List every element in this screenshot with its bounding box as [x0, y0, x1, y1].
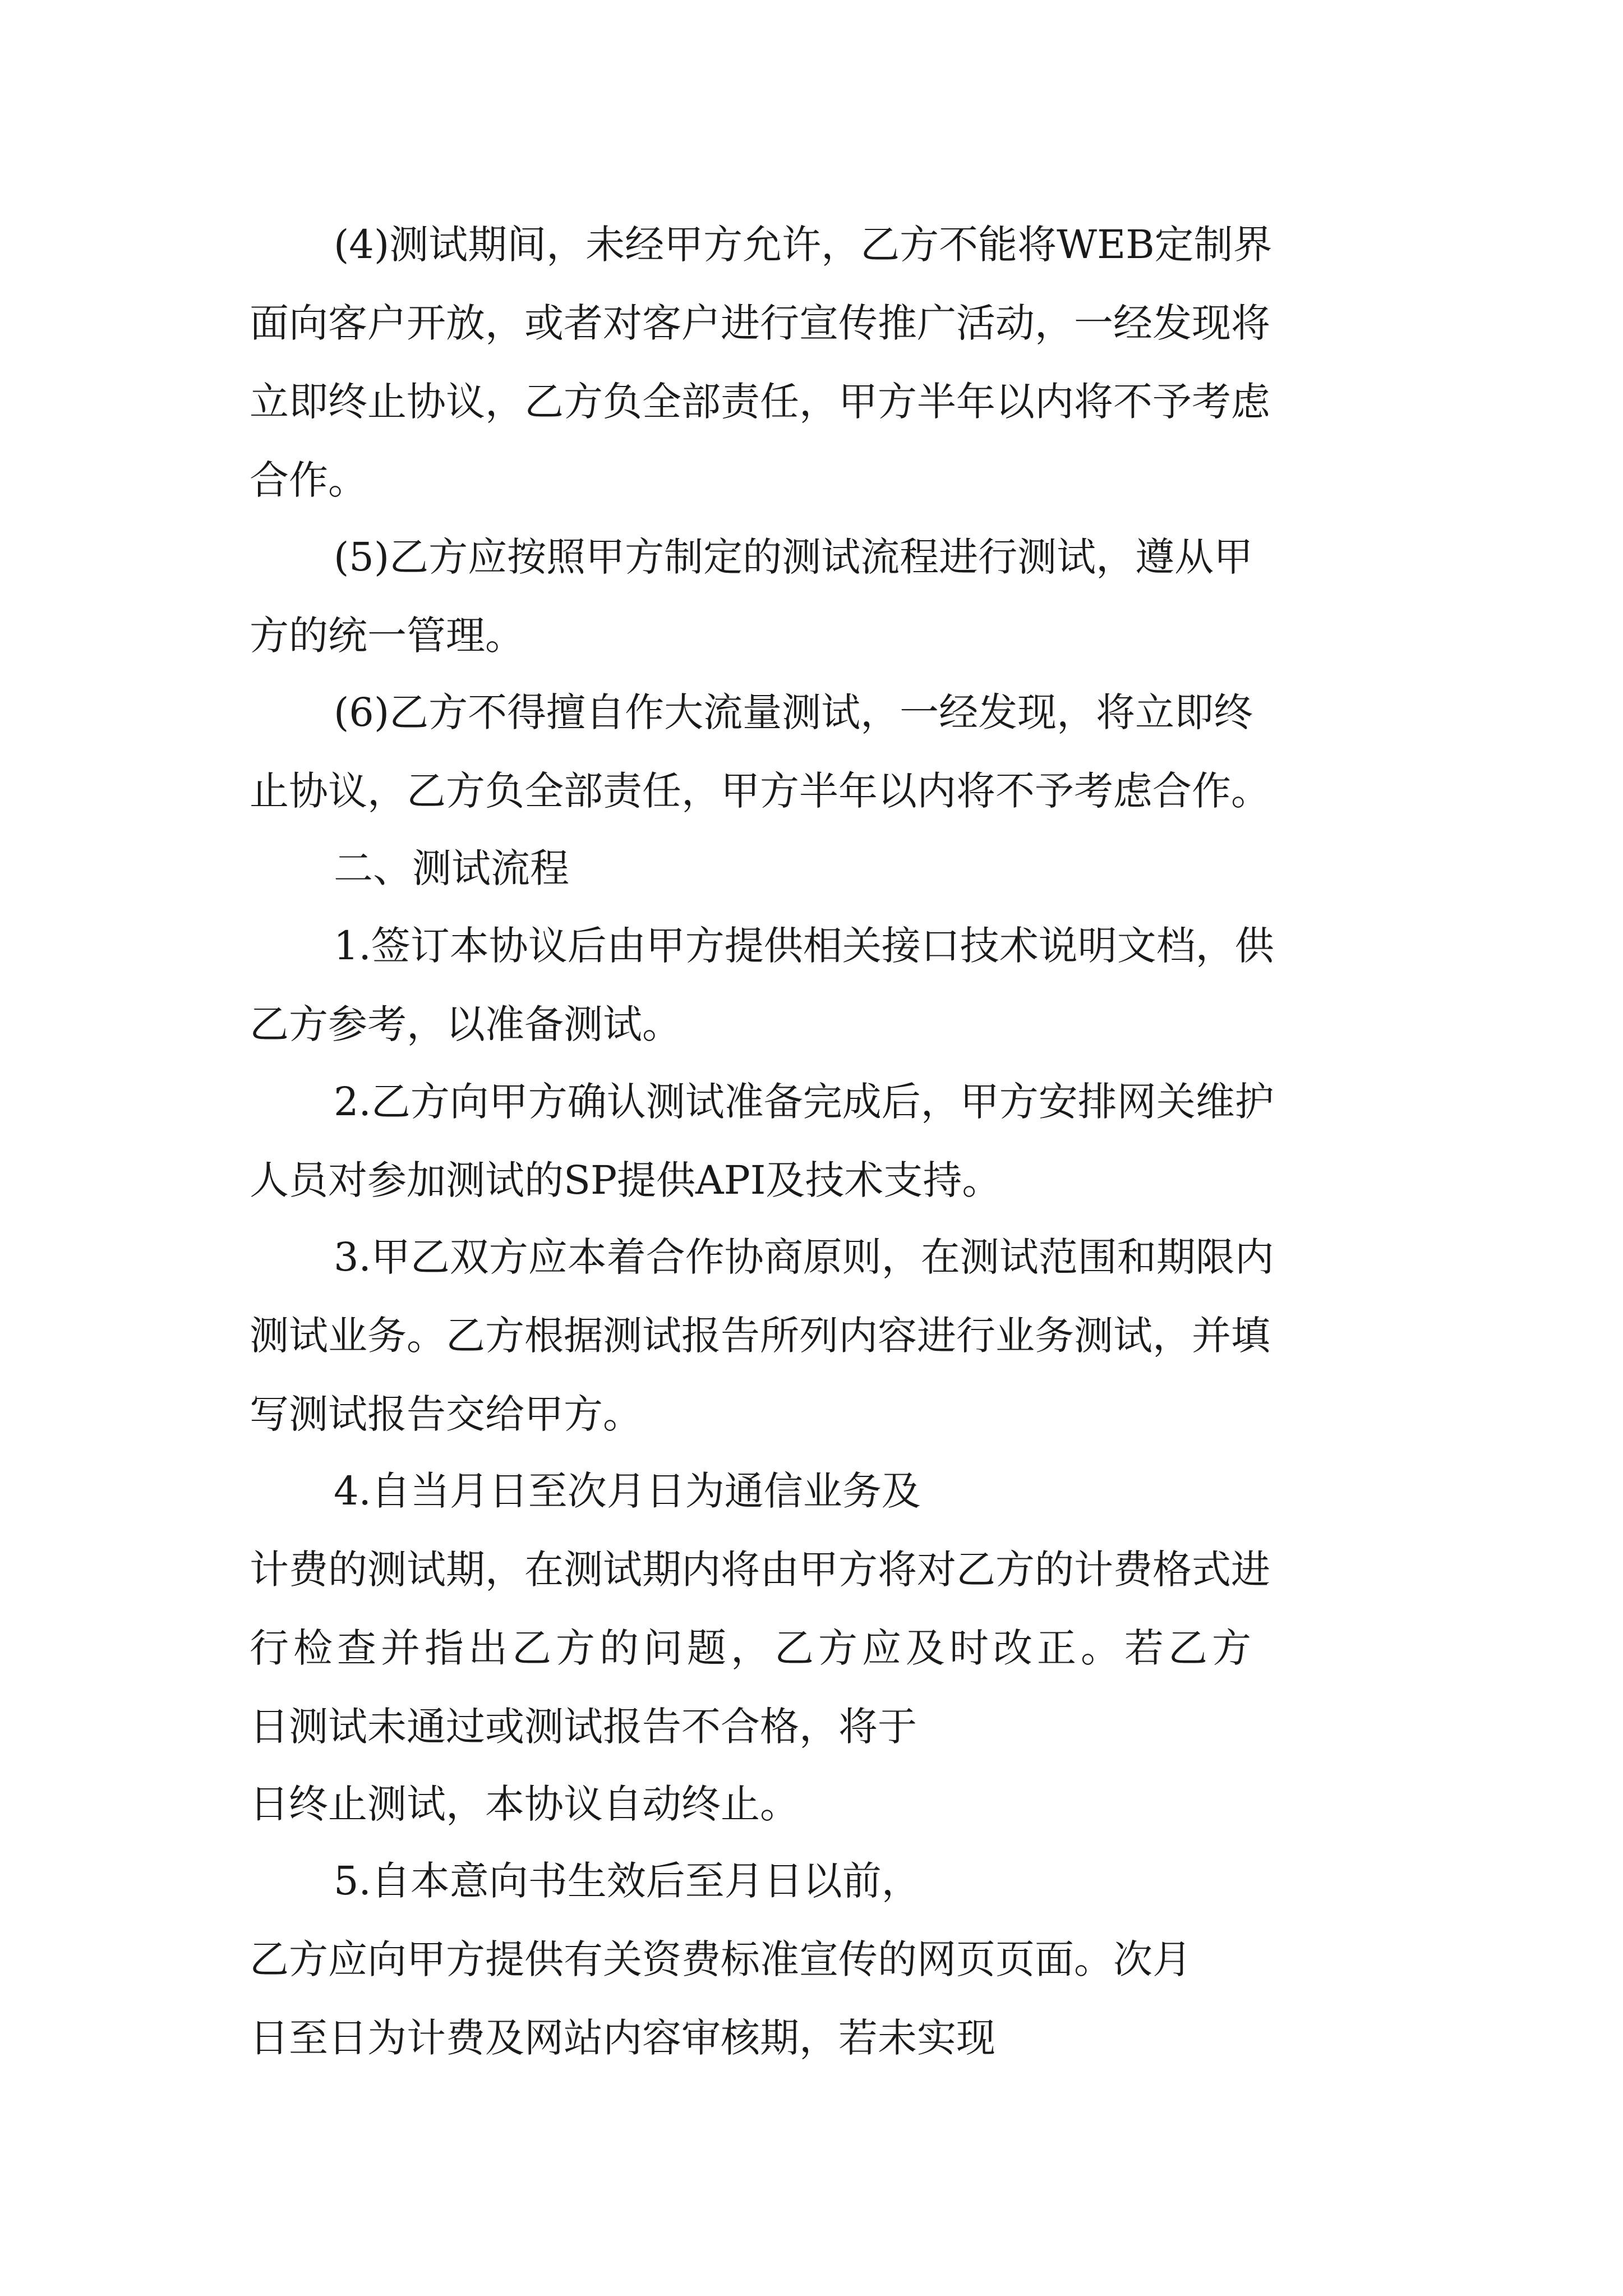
paragraph-5-line-1: [334, 530, 1623, 584]
item-3-line-2: [250, 1309, 1623, 1363]
text: 日为通信业务及: [645, 1468, 921, 1514]
text: 人员对参加测试的SP提供API及技术支持。: [250, 1157, 1002, 1203]
paragraph-6-line-2: [250, 764, 1623, 818]
paragraph-4-line-4: [250, 453, 1623, 507]
text: 1.签订本协议后由甲方提供相关接口技术说明文档，供: [334, 923, 1274, 969]
text: 5.自本意向书生效后至: [334, 1858, 725, 1904]
text: 日测试未通过或测试报告不合格，将于: [250, 1704, 917, 1750]
paragraph-6-line-1: [334, 685, 1623, 739]
text: 计费的测试期，在测试期内将由甲方将对乙方的计费格式进: [250, 1547, 1270, 1593]
text: 行检查并指出乙方的问题，乙方应及时改正。若乙方: [250, 1625, 1256, 1671]
section-heading-test-process: [334, 841, 1623, 895]
text: 止协议，乙方负全部责任，甲方半年以内将不予考虑合作。: [250, 768, 1270, 814]
text: 乙方应向甲方提供有关资费标准宣传的网页页面。次月: [250, 1936, 1192, 1982]
paragraph-4-line-2: [250, 296, 1623, 350]
item-5-line-1: [334, 1854, 1623, 1908]
text: 立即终止协议，乙方负全部责任，甲方半年以内将不予考虑: [250, 379, 1270, 425]
item-4-line-5: [250, 1777, 1623, 1831]
item-3-line-1: [334, 1230, 1623, 1284]
text: 日终止测试，本协议自动终止。: [250, 1781, 799, 1827]
text: 2.乙方向甲方确认测试准备完成后，甲方安排网关维护: [334, 1079, 1274, 1125]
item-4-line-1: [334, 1464, 1623, 1518]
text: 日为计费及网站内容审核期，若未实现: [328, 2015, 995, 2061]
text: 面向客户开放，或者对客户进行宣传推广活动，一经发现将: [250, 300, 1270, 346]
item-5-line-2: [250, 1932, 1623, 1986]
text: (5)乙方应按照甲方制定的测试流程进行测试，遵从甲: [334, 534, 1253, 580]
text: 写测试报告交给甲方。: [250, 1391, 642, 1437]
item-5-line-3: [250, 2011, 1623, 2065]
text: 日至次月: [488, 1468, 646, 1514]
text: 月: [724, 1858, 764, 1904]
text: (6)乙方不得擅自作大流量测试，一经发现，将立即终: [334, 689, 1253, 735]
text: (4)测试期间，未经甲方允许，乙方不能将WEB定制界: [334, 222, 1272, 268]
paragraph-5-line-2: [250, 609, 1623, 662]
item-3-line-3: [250, 1387, 1623, 1441]
text: 测试业务。乙方根据测试报告所列内容进行业务测试，并填: [250, 1313, 1270, 1359]
paragraph-4-line-3: [250, 375, 1623, 429]
text: 乙方参考，以准备测试。: [250, 1001, 681, 1047]
paragraph-4-line-1: [334, 218, 1623, 272]
item-1-line-2: [250, 997, 1623, 1051]
text: 3.甲乙双方应本着合作协商原则，在测试范围和期限内: [334, 1234, 1274, 1280]
text: 日以前，: [763, 1858, 921, 1904]
text: 4.自当月: [334, 1468, 489, 1514]
text: 日至: [250, 2015, 328, 2061]
item-2-line-1: [334, 1075, 1623, 1129]
text: 合作。: [250, 457, 367, 503]
heading-text: 二、测试流程: [334, 845, 569, 891]
item-4-line-3: [250, 1621, 1623, 1675]
item-1-line-1: [334, 919, 1623, 973]
item-4-line-2: [250, 1543, 1623, 1596]
item-2-line-2: [250, 1153, 1623, 1207]
text: 方的统一管理。: [250, 613, 524, 659]
item-4-line-4: [250, 1700, 1623, 1754]
